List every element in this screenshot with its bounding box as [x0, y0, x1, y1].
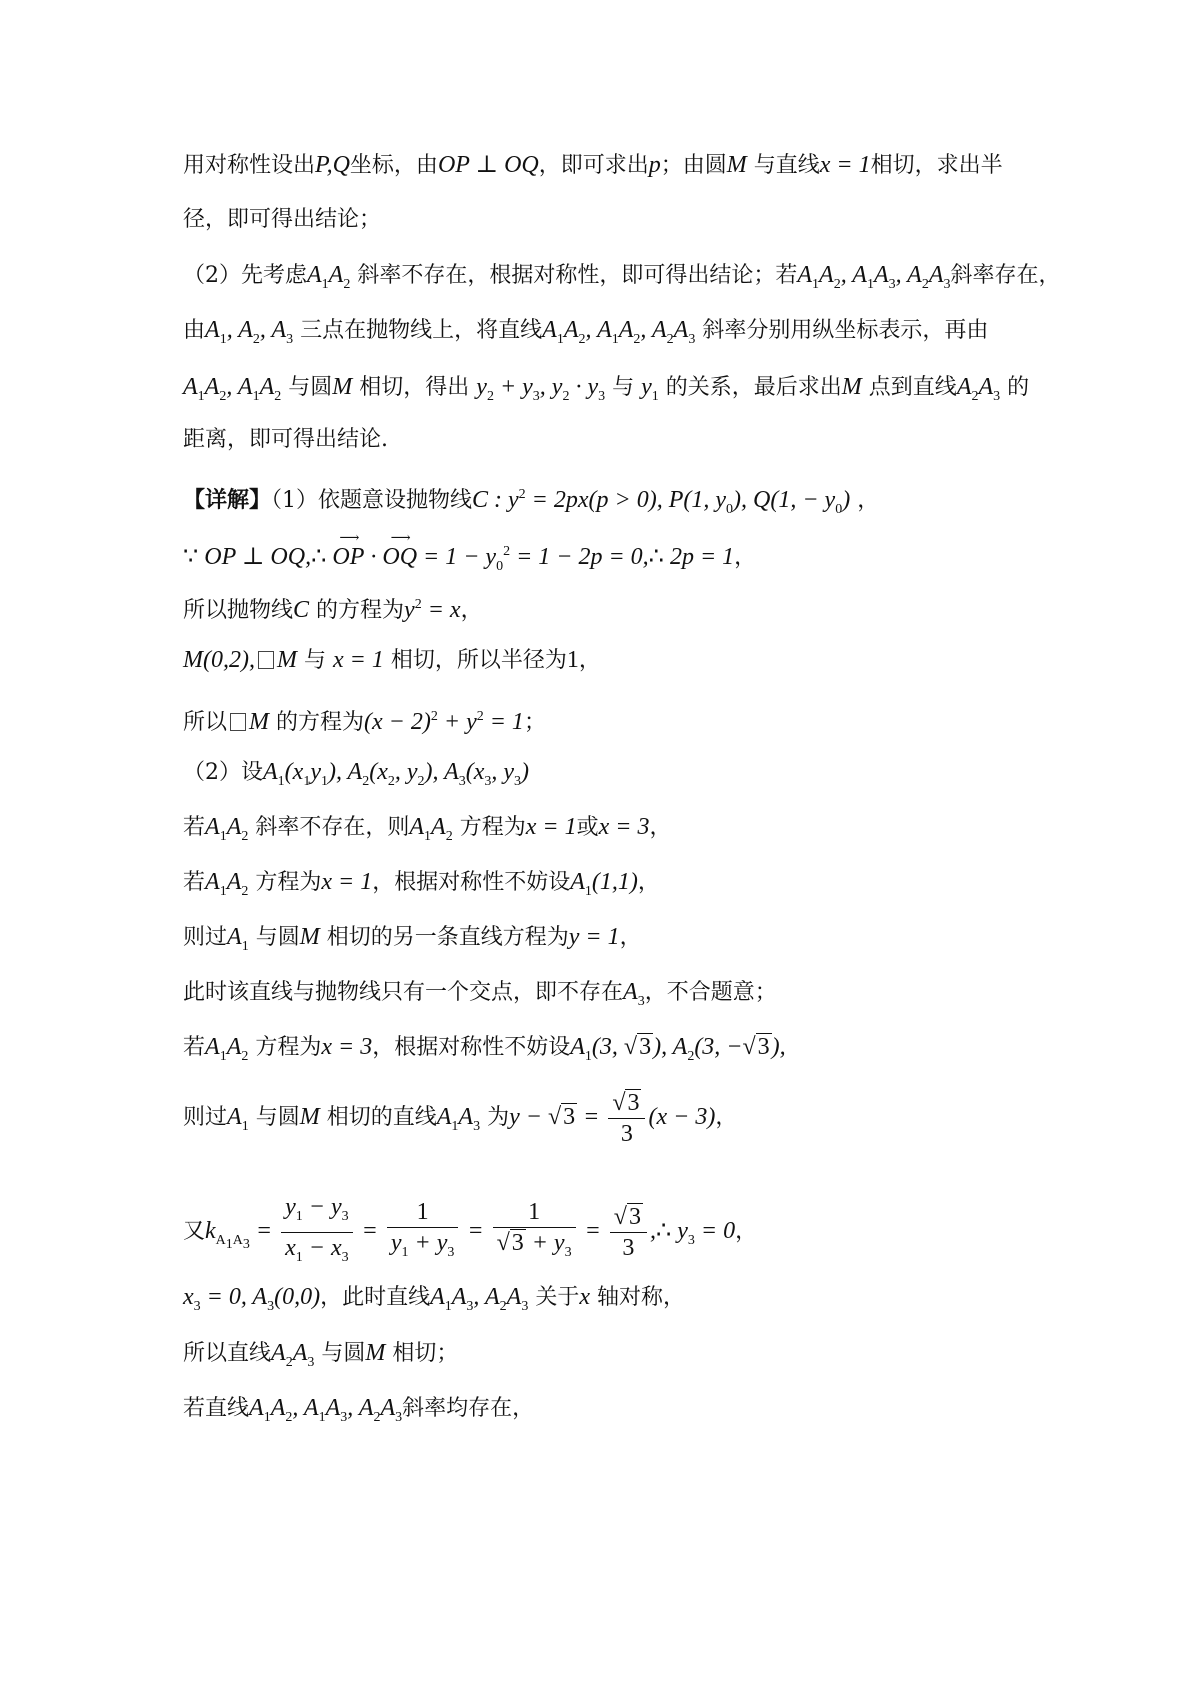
text: ， [734, 545, 757, 570]
text: 所以直线 [183, 1341, 272, 1366]
text: 则过 [183, 925, 228, 950]
math: $A_1A_2$, $A_1A_3$, $A_2A_3$ [249, 1395, 403, 1425]
math: x = 3 [598, 814, 650, 840]
text: 斜率不存在，根据对称性，即可得出结论；若 [357, 263, 798, 288]
text: 所以抛物线 [183, 598, 294, 623]
text: ， [460, 598, 483, 623]
text: 若直线 [183, 1396, 250, 1421]
text-line [183, 315, 988, 355]
math: $(x - 2)^2 + y^2 = 1$ [364, 709, 524, 735]
text: （2）先考虑 [183, 263, 307, 288]
text-line [183, 922, 642, 962]
text: 与 [303, 648, 326, 673]
text: ；由圆 [660, 153, 727, 178]
math: P,Q [315, 152, 350, 178]
text: 或 [576, 815, 599, 840]
math: $y_2 + y_3$, $y_2 \cdot y_3$ [476, 374, 606, 404]
text: 距离，即可得出结论. [183, 427, 388, 452]
text: 相切的另一条直线方程为 [326, 925, 569, 950]
text-line [183, 531, 757, 582]
math: $A_1A_2$, $A_1A_2$ [183, 374, 282, 404]
math: x = 1 [333, 647, 384, 673]
text: ； [523, 710, 546, 735]
text: 又 [183, 1218, 206, 1244]
text: 与圆 [255, 925, 300, 950]
math: $A_2A_3$ [271, 1340, 315, 1370]
circle-symbol-icon [258, 651, 274, 669]
text: ，即可求出 [538, 153, 649, 178]
math: C [293, 597, 310, 623]
math: $A_1$ [227, 924, 249, 954]
math: p [648, 152, 661, 178]
math: $y_1$ [641, 374, 659, 404]
math: M [365, 1340, 386, 1366]
text: 若 [183, 870, 206, 895]
text: 方程为 [255, 870, 322, 895]
text: 为 [487, 1105, 510, 1131]
text-line [183, 150, 1003, 181]
text: 斜率存在， [950, 263, 1061, 288]
math: M [726, 152, 747, 178]
math: x [579, 1284, 590, 1310]
text-line [183, 1338, 458, 1378]
text: ， [637, 870, 660, 895]
text-line [183, 645, 601, 676]
math: M [299, 924, 320, 950]
math: $A_1A_2$ [307, 262, 351, 292]
text: ， [715, 1105, 738, 1131]
text-line [183, 425, 388, 455]
math: M [841, 374, 862, 400]
text: 斜率分别用纵坐标表示，再由 [702, 318, 989, 343]
text-line [183, 702, 546, 738]
section-tag: 【详解】 [183, 487, 272, 513]
math: M(0,2), [183, 647, 255, 673]
math: x = 1 [321, 869, 373, 895]
math: M [249, 709, 270, 735]
text: （1）依题意设抛物线 [271, 488, 473, 513]
circle-symbol-icon [230, 713, 246, 731]
math: $A_1(1,1)$ [570, 869, 638, 899]
text: ， [619, 925, 642, 950]
math: $A_2A_3$ [956, 374, 1001, 404]
math: $A_1A_2$ [409, 814, 453, 844]
text: 与圆 [288, 375, 333, 400]
text: 与圆 [321, 1341, 366, 1366]
text: 则过 [183, 1105, 228, 1131]
math: x = 1 [819, 152, 871, 178]
text: 与圆 [255, 1105, 300, 1131]
text-line [183, 590, 483, 626]
math: $A_1$ [227, 1104, 249, 1134]
math: y − √3 = $\frac{√3}{3}$ (x − 3) [509, 1090, 716, 1147]
text-line [183, 1032, 786, 1072]
text-line [183, 757, 529, 797]
text: 若 [183, 1035, 206, 1060]
math: $A_1A_3$, $A_2A_3$ [430, 1284, 529, 1314]
text: ， [578, 648, 601, 673]
math: $A_3$ [623, 979, 645, 1009]
math: $y^2 = x$ [404, 597, 461, 623]
text: 关于 [535, 1285, 580, 1310]
text: 若 [183, 815, 206, 840]
text: 用对称性设出 [183, 153, 316, 178]
text: ，根据对称性不妨设 [372, 1035, 571, 1060]
text: 的方程为 [276, 710, 365, 735]
text: 三点在抛物线上，将直线 [300, 318, 543, 343]
math: M [332, 374, 353, 400]
math: $A_1A_2$, $A_1A_3$, $A_2A_3$ [797, 262, 951, 292]
text-line [183, 480, 879, 525]
math: x = 3 [321, 1034, 373, 1060]
math: $A_1A_2$ [205, 869, 249, 899]
math: $A_1(x_1y_1)$, $A_2(x_2$, $y_2$), $A_3(x_3$, $y_3$) [263, 759, 530, 789]
text: 的 [1007, 375, 1030, 400]
math: y = 1 [568, 924, 620, 950]
text: 的方程为 [316, 598, 405, 623]
text: ， [857, 488, 880, 513]
math: M [299, 1104, 320, 1131]
text-line [183, 205, 381, 235]
math: x = 1 [525, 814, 577, 840]
text-line [183, 1088, 737, 1149]
text-line [183, 867, 660, 907]
text: （2）设 [183, 760, 263, 785]
text: 所以 [183, 710, 228, 735]
text: 由 [183, 318, 206, 343]
text: ，根据对称性不妨设 [372, 870, 571, 895]
text: 径，即可得出结论； [183, 207, 382, 232]
text: 与直线 [753, 153, 820, 178]
math: OP ⊥ OQ [437, 152, 539, 178]
math: $A_1A_2$ [205, 814, 249, 844]
text: 点到直线 [868, 375, 957, 400]
math: ∵ OP ⊥ OQ,∴ OP ⟶ · OQ ⟶ = $1 - y_0^2 = 1 - 2p$ = 0,∴ 2p = 1 [183, 531, 735, 574]
text: 轴对称， [597, 1285, 686, 1310]
text: ， [735, 1218, 758, 1244]
text: 此时该直线与抛物线只有一个交点，即不存在 [183, 980, 624, 1005]
math: $x_3 = 0$, $A_3(0,0)$ [183, 1284, 321, 1314]
text-line [183, 977, 777, 1017]
text: ，此时直线 [320, 1285, 431, 1310]
text-line [183, 260, 1061, 300]
text-line [183, 1192, 757, 1273]
text: 相切，所以半径为 [390, 648, 567, 673]
math: $A_1$, $A_2$, $A_3$ [205, 317, 294, 347]
text: ，不合题意； [644, 980, 777, 1005]
text: 坐标，由 [349, 153, 438, 178]
math: C : $y^2 = 2px(p > 0)$, P(1, $y_0$), Q(1, − $y_0$) [472, 487, 851, 517]
text: 相切； [392, 1341, 459, 1366]
text-line [183, 812, 671, 852]
text: 斜率均存在， [402, 1396, 535, 1421]
math: $A_1A_3$ [436, 1104, 481, 1134]
text: 与 [612, 375, 635, 400]
math: $k_{A_1A_3}$ = $\frac{y_1 - y_3}{x_1 - x_3}$ = $\frac{1}{y_1 + y_3}$ = $\frac{1}{√3 + y_3}$ = $\frac{√3}{3}$ ,∴ $y_3 = 0$ [205, 1194, 736, 1265]
text: 相切的直线 [326, 1105, 437, 1131]
text: 的关系，最后求出 [665, 375, 842, 400]
math: M [276, 647, 297, 673]
math: $A_1A_2$ [205, 1034, 249, 1064]
text-line [183, 1393, 534, 1433]
text: 方程为 [255, 1035, 322, 1060]
math: $A_1A_2$, $A_1A_2$, $A_2A_3$ [542, 317, 696, 347]
text-line [183, 1282, 685, 1322]
math: $A_1(3$, √3), $A_2(3$, −√3), [570, 1034, 786, 1064]
text: 相切，得出 [359, 375, 470, 400]
math: 1 [566, 647, 579, 673]
text: ， [649, 815, 672, 840]
text-line [183, 372, 1029, 412]
text: 方程为 [459, 815, 526, 840]
text: 相切，求出半 [870, 153, 1003, 178]
text: 斜率不存在，则 [255, 815, 410, 840]
